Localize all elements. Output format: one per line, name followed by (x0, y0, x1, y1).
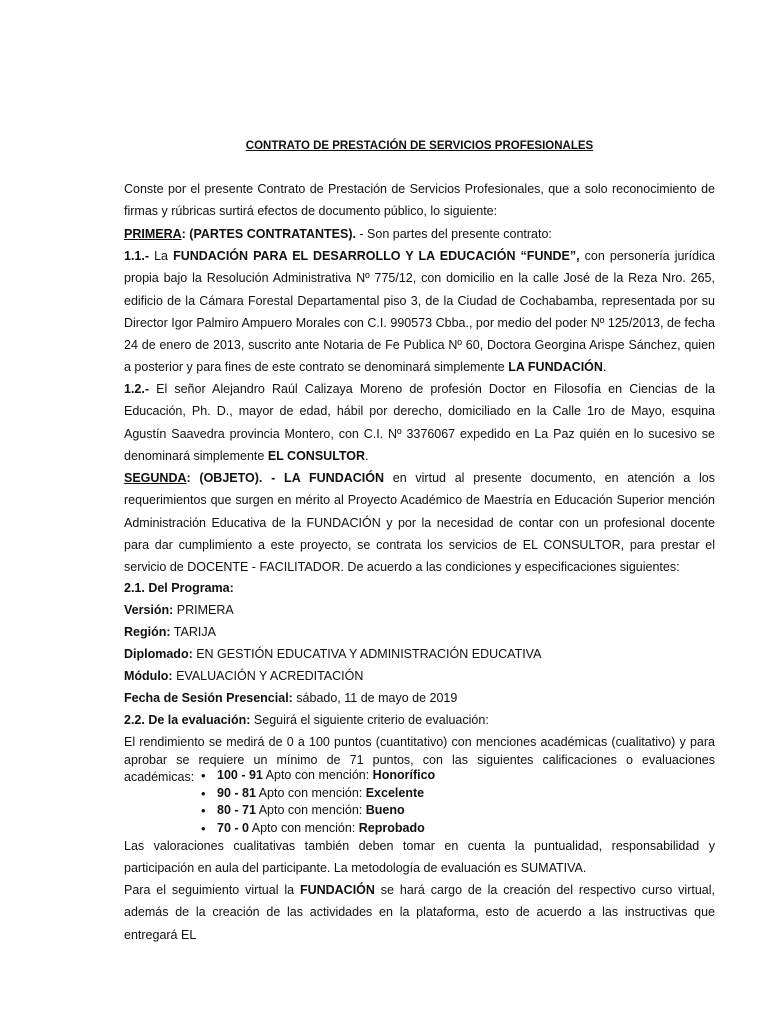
programa-heading: 2.1. Del Programa: (124, 581, 234, 595)
clause-segunda-title: : (OBJETO). - LA FUNDACIÓN (186, 471, 384, 485)
programa-region: Región: TARIJA (124, 625, 216, 639)
clause-segunda-text: en virtud al presente documento, en atención a los requerimientos que surgen en mérito al Proyecto Académico de Maestría en Educación Superior mención Administración Educativa de la FUNDACIÓN y por la necesidad de contar con un profesional docente para dar cumplimiento a este proyecto, se contrata los servicios de EL CONSULTOR, para prestar el servicio de DOCENTE - FACILITADOR. De acuerdo a las condiciones y especificaciones siguientes: (124, 471, 715, 575)
clause-segunda-label: SEGUNDA (124, 471, 187, 485)
clause-primera-label: PRIMERA (124, 227, 182, 241)
clause-primera-heading (124, 223, 715, 245)
grade-item: • 70 - 0 Apto con mención: Reprobado (124, 820, 715, 838)
paragraph-1-2-number: 1.2.- (124, 382, 150, 396)
programa-fecha: Fecha de Sesión Presencial: sábado, 11 de mayo de 2019 (124, 691, 458, 705)
cualitativas-paragraph: Las valoraciones cualitativas también deben tomar en cuenta la puntualidad, responsabilidad y participación en aula del participante. La metodología de evaluación es SUMATIVA. (124, 839, 715, 876)
grade-list-wrapper (124, 767, 715, 837)
paragraph-1-1-number: 1.1.- (124, 249, 150, 263)
clause-primera-title: : (PARTES CONTRATANTES). (181, 227, 356, 241)
evaluacion-text: El rendimiento se medirá de 0 a 100 puntos (cuantitativo) con menciones académicas (cualitativo) y para aprobar se requiere un mínimo de 71 puntos, con las siguientes calificaciones o evaluaciones académicas: (124, 735, 715, 784)
virtual-paragraph: Para el seguimiento virtual la FUNDACIÓN se hará cargo de la creación del respectivo curso virtual, además de la creación de las actividades en la plataforma, esto de acuerdo a las instructivas que entregará EL (124, 883, 715, 942)
grade-item: • 100 - 91 Apto con mención: Honorífico (124, 767, 715, 785)
programa-version: Versión: PRIMERA (124, 603, 234, 617)
fundacion-full-name: FUNDACIÓN PARA EL DESARROLLO Y LA EDUCACIÓN “FUNDE”, (173, 249, 580, 263)
document-title: CONTRATO DE PRESTACIÓN DE SERVICIOS PROFESIONALES (245, 140, 594, 152)
programa-modulo: Módulo: EVALUACIÓN Y ACREDITACIÓN (124, 669, 364, 683)
evaluacion-heading: 2.2. De la evaluación: Seguirá el siguiente criterio de evaluación: (124, 713, 489, 727)
grade-item: • 90 - 81 Apto con mención: Excelente (124, 785, 715, 803)
fundacion-alias: LA FUNDACIÓN (508, 360, 603, 375)
programa-diplomado: Diplomado: EN GESTIÓN EDUCATIVA Y ADMINISTRACIÓN EDUCATIVA (124, 647, 542, 661)
intro-paragraph: Conste por el presente Contrato de Prestación de Servicios Profesionales, que a solo reconocimiento de firmas y rúbricas surtirá efectos de documento público, lo siguiente: (124, 182, 715, 219)
grade-item: • 80 - 71 Apto con mención: Bueno (124, 802, 715, 820)
clause-segunda (124, 467, 715, 578)
consultor-alias: EL CONSULTOR (267, 448, 366, 463)
clause-primera-text: - Son partes del presente contrato: (355, 227, 552, 241)
paragraph-1-2: 1.2.- El señor Alejandro Raúl Calizaya Moreno de profesión Doctor en Filosofía en Ciencias de la Educación, Ph. D., mayor de edad, hábil por derecho, domiciliado en la Calle 1ro de Mayo, esquina Agustín Saavedra provincia Montero, con C.I. Nº 3376067 expedido en La Paz quién en lo sucesivo se denominará simplemente EL CONSULTOR. (124, 382, 715, 463)
paragraph-1-1: 1.1.- La FUNDACIÓN PARA EL DESARROLLO Y LA EDUCACIÓN “FUNDE”, con personería jurídica propia bajo la Resolución Administrativa Nº 775/12, con domicilio en la calle José de la Reza Nro. 265, edificio de la Cámara Forestal Departamental piso 3, de la Ciudad de Cochabamba, representada por su Director Igor Palmiro Ampuero Morales con C.I. 990573 Cbba., por medio del poder Nº 125/2013, de fecha 24 de enero de 2013, suscrito ante Notaria de Fe Publica Nº 60, Doctora Georgina Arispe Sánchez, quien a posterior y para fines de este contrato se denominará simplemente LA FUNDACIÓN. (124, 249, 715, 375)
grade-list (124, 767, 715, 837)
